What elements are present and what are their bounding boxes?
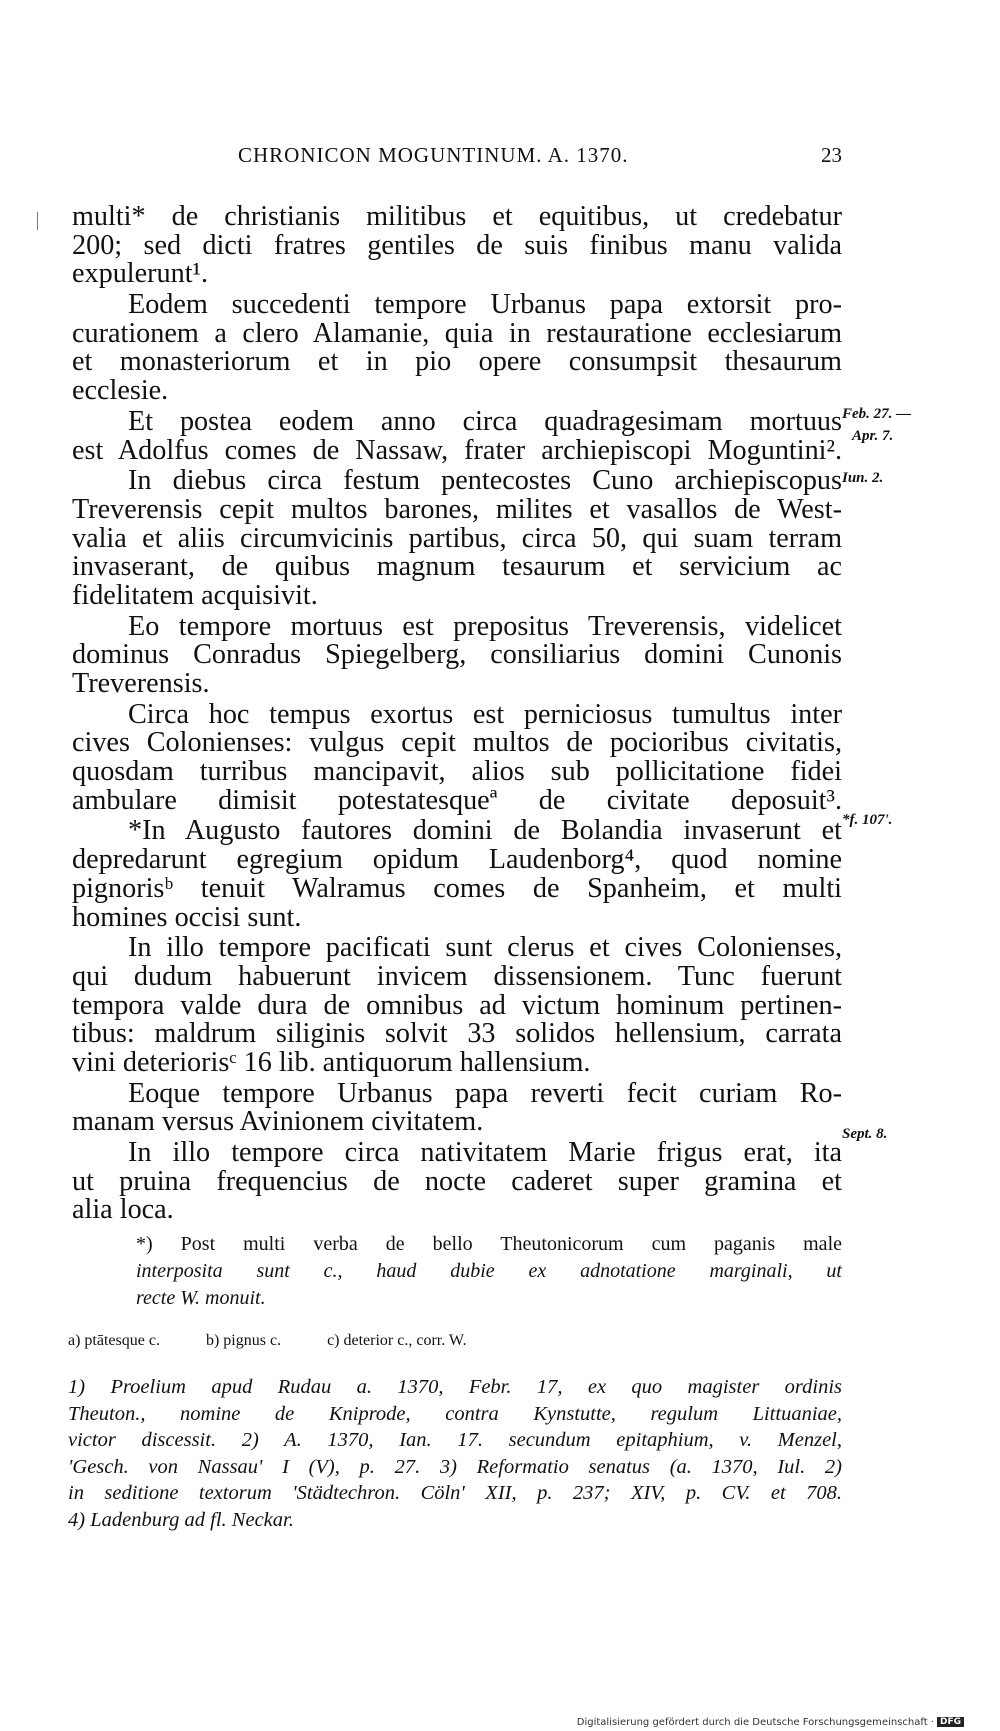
variant-c: c) deterior c., corr. W.: [327, 1332, 467, 1349]
text-line: In illo tempore pacificati sunt clerus et cives Colonienses,: [128, 932, 842, 964]
text-line: Treverensis cepit multos barones, milites et vasallos de West-: [72, 493, 842, 525]
text-line: ambulare dimisit potestatesqueª de civitate deposuit³.: [72, 784, 842, 816]
text-line: valia et aliis circumvicinis partibus, circa 50, qui suam terram: [72, 522, 842, 554]
text-line: ecclesie.: [72, 375, 169, 407]
text-line: cives Colonienses: vulgus cepit multos de pocioribus civitatis,: [72, 727, 842, 759]
footnote-line: Theuton., nomine de Kniprode, contra Kynstutte, regulum Littuaniae,: [68, 1402, 842, 1425]
text-line: Treverensis.: [72, 668, 210, 699]
variant-b: b) pignus c.: [205, 1332, 282, 1349]
text-line: est Adolfus comes de Nassaw, frater archiepiscopi Moguntini².: [72, 434, 842, 466]
text-line: quosdam turribus mancipavit, alios sub pollicitatione fidei: [72, 756, 842, 788]
editorial-note: [136, 1231, 842, 1311]
text-line: multi* de christianis militibus et equitibus, ut credebatur: [72, 201, 842, 232]
digitization-credit: [577, 1717, 964, 1728]
footnotes: [68, 1374, 842, 1533]
text-line: Et postea eodem anno circa quadragesimam mortuus: [128, 405, 842, 437]
note-line: recte W. monuit.: [136, 1286, 266, 1309]
text-line: alia loca.: [72, 1194, 174, 1226]
text-line: dominus Conradus Spiegelberg, consiliarius domini Cunonis: [72, 639, 842, 671]
footnote-line: 1) Proelium apud Rudau a. 1370, Febr. 17, ex quo magister ordinis: [68, 1376, 842, 1398]
text-line: ut pruina frequencius de nocte caderet super gramina et: [72, 1165, 842, 1197]
text-line: Circa hoc tempus exortus est perniciosus tumultus inter: [128, 698, 842, 730]
text-line: In illo tempore circa nativitatem Marie frigus erat, ita: [128, 1137, 842, 1168]
footnote-line: victor discessit. 2) A. 1370, Ian. 17. secundum epitaphium, v. Menzel,: [68, 1429, 842, 1451]
variant-a: a) ptātesque c.: [68, 1332, 160, 1349]
text-line: *In Augusto fautores domini de Bolandia invaserunt et: [128, 815, 842, 847]
text-line: manam versus Avinionem civitatem.: [72, 1106, 484, 1138]
text-line: fidelitatem acquisivit.: [72, 579, 318, 611]
dfg-logo: DFG: [937, 1717, 964, 1727]
note-line: interposita sunt c., haud dubie ex adnotatione marginali, ut: [136, 1259, 842, 1282]
text-line: et monasteriorum et in pio opere consumpsit thesaurum: [72, 346, 842, 378]
text-line: pignorisᵇ tenuit Walramus comes de Spanheim, et multi: [72, 872, 842, 904]
margin-note-folio: *f. 107'.: [842, 812, 893, 828]
text-line: In diebus circa festum pentecostes Cuno archiepiscopus: [128, 465, 842, 497]
text-line: Eodem succedenti tempore Urbanus papa extorsit pro-: [128, 289, 842, 321]
margin-note-date: Apr. 7.: [852, 428, 894, 444]
credit-text: Digitalisierung gefördert durch die Deutsche Forschungsgemeinschaft ·: [576, 1717, 934, 1728]
margin-note-date: Sept. 8.: [842, 1126, 888, 1142]
text-line: curationem a clero Alamanie, quia in restauratione ecclesiarum: [72, 317, 842, 349]
text-line: vini deteriorisᶜ 16 lib. antiquorum hallensium.: [72, 1046, 591, 1078]
text-line: 200; sed dicti fratres gentiles de suis finibus manu valida: [72, 229, 842, 261]
text-line: expulerunt¹.: [72, 258, 209, 290]
note-line: *) Post multi verba de bello Theutonicorum cum paganis male: [136, 1233, 842, 1255]
running-head: [72, 143, 842, 173]
text-line: depredarunt egregium opidum Laudenborg⁴, quod nomine: [72, 844, 842, 876]
text-line: tibus: maldrum siliginis solvit 33 solidos hellensium, carrata: [72, 1018, 842, 1050]
running-title: CHRONICON MOGUNTINUM. A. 1370.: [238, 143, 629, 167]
text-line: invaserant, de quibus magnum tesaurum et servicium ac: [72, 551, 842, 583]
footnote-line: in seditione textorum 'Städtechron. Cöln' XII, p. 237; XIV, p. CV. et 708.: [68, 1482, 842, 1504]
margin-mark: [37, 212, 38, 230]
chronicle-text: [72, 203, 842, 1225]
margin-note-date: Iun. 2.: [842, 470, 884, 486]
footnote-line: 4) Ladenburg ad fl. Neckar.: [68, 1508, 294, 1531]
margin-note-date: Feb. 27. —: [842, 406, 912, 422]
page-number: 23: [821, 143, 842, 167]
text-line: homines occisi sunt.: [72, 901, 302, 933]
footnote-line: 'Gesch. von Nassau' I (V), p. 27. 3) Reformatio senatus (a. 1370, Iul. 2): [68, 1455, 842, 1478]
text-line: Eoque tempore Urbanus papa reverti fecit curiam Ro-: [128, 1077, 842, 1109]
textual-variants: [68, 1332, 848, 1350]
text-line: qui dudum habuerunt invicem dissensionem. Tunc fuerunt: [72, 960, 842, 992]
text-line: Eo tempore mortuus est prepositus Treverensis, videlicet: [128, 610, 842, 642]
text-line: tempora valde dura de omnibus ad victum hominum pertinen-: [72, 989, 842, 1021]
